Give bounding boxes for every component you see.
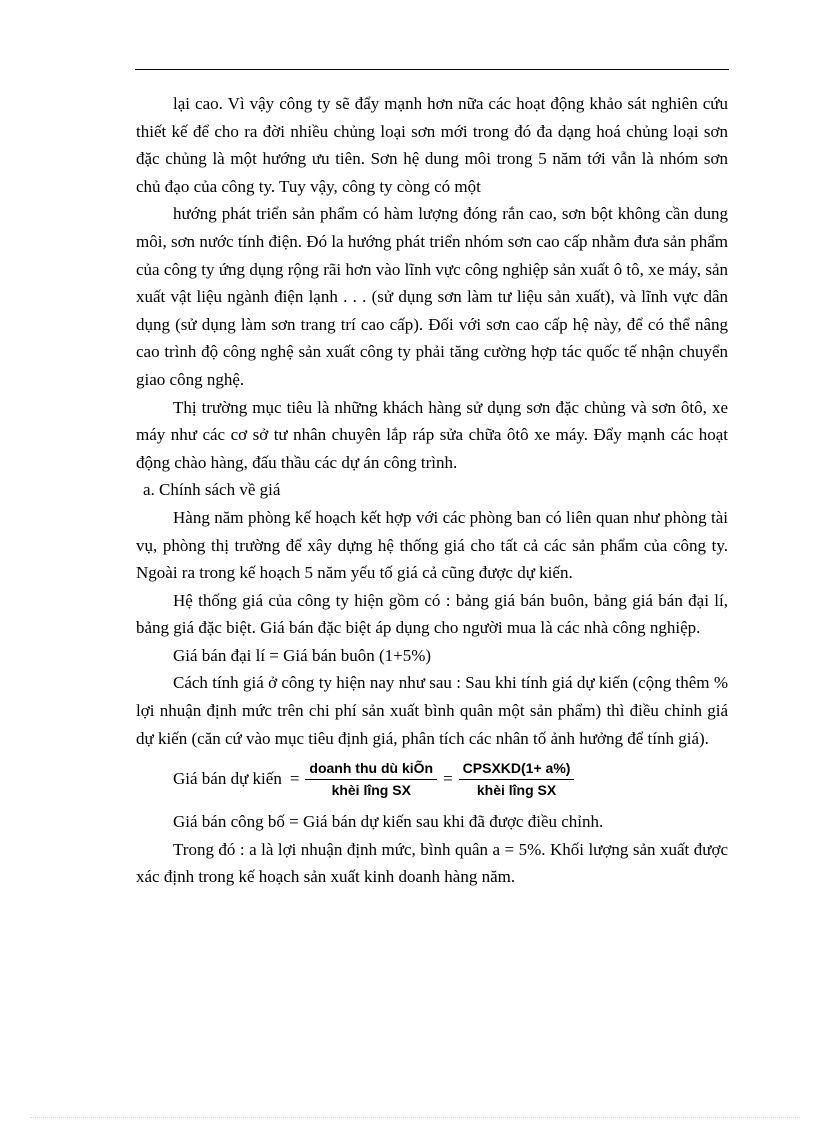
paragraph-6: Cách tính giá ở công ty hiện nay như sau : Sau khi tính giá dự kiến (cộng thêm % lợi nhuận định mức trên chi phí sản xuất bình quân một sản phẩm) thì điều chỉnh giá dự kiến (căn cứ vào mục tiêu định giá, phân tích các nhân tố ảnh hưởng để tính giá). — [136, 673, 728, 748]
paragraph-8: Trong đó : a là lợi nhuận định mức, bình quân a = 5%. Khối lượng sản xuất được xác định trong kế hoạch sản xuất kinh doanh hàng năm. — [136, 839, 728, 887]
section-heading-pricing: a. Chính sách về giá — [143, 480, 281, 500]
fraction-1-numerator: doanh thu dù kiÕn — [305, 760, 437, 780]
body-text — [136, 90, 728, 891]
header-rule — [135, 69, 729, 70]
formula-equals-1: = — [289, 769, 300, 789]
formula-fraction-1 — [305, 760, 437, 799]
fraction-2-denominator: khèi lîng SX — [476, 781, 557, 798]
paragraph-agent-price: Giá bán đại lí = Giá bán buôn (1+5%) — [173, 645, 432, 665]
fraction-1-denominator: khèi lîng SX — [331, 781, 411, 798]
formula-equals-2: = — [443, 769, 453, 789]
price-formula — [173, 758, 728, 800]
paragraph-1: lại cao. Vì vậy công ty sẽ đẩy mạnh hơn nữa các hoạt động khảo sát nghiên cứu thiết kế để cho ra đời nhiều chủng loại sơn mới trong đó đa dạng hoá chủng loại sơn đặc chủng là một hướng ưu tiên. Sơn hệ dung môi trong 5 năm tới vẫn là nhóm sơn chủ đạo của công ty. Tuy vậy, công ty còng có một — [136, 94, 728, 196]
formula-label: Giá bán dự kiến — [173, 769, 282, 789]
footer-dotted-line — [30, 1117, 800, 1118]
fraction-2-numerator: CPSXKD(1+ a%) — [459, 760, 575, 780]
formula-fraction-2 — [459, 760, 575, 799]
paragraph-2: hướng phát triển sản phẩm có hàm lượng đóng rắn cao, sơn bột không cần dung môi, sơn nước tính điện. Đó la hướng phát triển nhóm sơn cao cấp nhằm đưa sản phẩm của công ty ứng dụng rộng rãi hơn vào lĩnh vực công nghiệp sản xuất ô tô, xe máy, sản xuất vật liệu ngành điện lạnh . . . (sử dụng sơn làm tư liệu sản xuất), và lĩnh vực dân dụng (sử dụng làm sơn trang trí cao cấp). Đối với sơn cao cấp hệ này, để có thể nâng cao trình độ công nghệ sản xuất công ty phải tăng cường hợp tác quốc tế nhận chuyển giao công nghệ. — [136, 204, 728, 389]
paragraph-4: Hàng năm phòng kế hoạch kết hợp với các phòng ban có liên quan như phòng tài vụ, phòng thị trường để xây dựng hệ thống giá cho tất cả các sản phẩm của công ty. Ngoài ra trong kế hoạch 5 năm yếu tố giá cả cũng được dự kiến. — [136, 507, 728, 583]
paragraph-5: Hệ thống giá của công ty hiện gồm có : bảng giá bán buôn, bảng giá bán đại lí, bảng giá đặc biệt. Giá bán đặc biệt áp dụng cho người mua là các nhà công nghiệp. — [136, 590, 728, 638]
paragraph-7: Giá bán công bố = Giá bán dự kiến sau khi đã được điều chỉnh. — [173, 812, 604, 832]
paragraph-3: Thị trường mục tiêu là những khách hàng sử dụng sơn đặc chủng và sơn ôtô, xe máy như các cơ sở tư nhân chuyên lắp ráp sửa chữa ôtô xe máy. Đẩy mạnh các hoạt động chào hàng, đấu thầu các dự án công trình. — [136, 397, 728, 472]
